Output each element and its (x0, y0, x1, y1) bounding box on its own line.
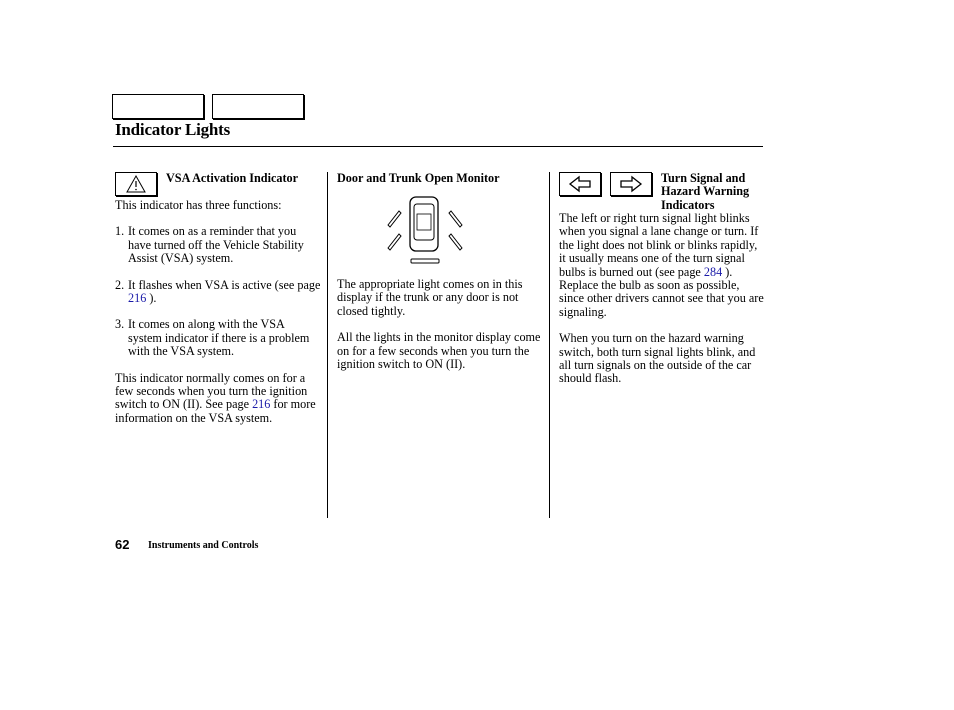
right-arrow-icon (611, 173, 651, 195)
vsa-heading: VSA Activation Indicator (166, 171, 299, 185)
page-link-284[interactable]: 284 (703, 264, 723, 279)
door-monitor-heading: Door and Trunk Open Monitor (337, 171, 500, 185)
door-para-2: All the lights in the monitor display come on for a few seconds when you turn the ignition switch to ON (II). (337, 330, 541, 372)
turn-right-icon-box (610, 172, 652, 196)
vsa-normal-paragraph (115, 372, 321, 426)
heading-line: Hazard Warning (661, 184, 750, 199)
left-arrow-icon (560, 173, 600, 195)
turn-para-2: When you turn on the hazard warning switch, both turn signal lights blink, and all turn signals on the outside of the car should flash. (559, 331, 756, 386)
list-text: It comes on as a reminder that you have turned off the Vehicle Stability Assist (VSA) system. (128, 224, 304, 266)
list-number: 3. (115, 317, 125, 332)
page-number: 62 (115, 537, 130, 552)
header-tab-box-right (212, 94, 304, 119)
warning-icon-box (115, 172, 157, 196)
title-rule (113, 146, 763, 147)
door-para-1: The appropriate light comes on in this display if the trunk or any door is not closed tightly. (337, 277, 523, 318)
heading-line: Indicators (661, 197, 715, 212)
paragraph-text: ). Replace the bulb as soon as possible, since other drivers cannot see that you are signaling. (559, 264, 764, 319)
car-top-view-icon (380, 192, 472, 272)
turn-signal-heading (661, 172, 766, 212)
paragraph-text: This indicator normally comes on for a few seconds when you turn the ignition switch to ON (II). See page (115, 370, 308, 412)
vsa-intro: This indicator has three functions: (115, 198, 282, 212)
page-link-216[interactable]: 216 (252, 397, 271, 412)
list-text: It flashes when VSA is active (see page (128, 277, 321, 292)
list-text: ). (146, 291, 157, 306)
paragraph-text: for more information on the VSA system. (115, 397, 316, 425)
warning-triangle-icon (116, 173, 156, 195)
paragraph-text: The left or right turn signal light blinks when you signal a lane change or turn. If the light does not blink or blinks rapidly, it usually means one of the turn signal bulbs is burned out (see page (559, 211, 759, 279)
list-text: It comes on along with the VSA system indicator if there is a problem with the VSA system. (128, 317, 310, 359)
heading-line: Turn Signal and (661, 171, 746, 185)
page-link-216[interactable]: 216 (128, 291, 147, 306)
column-divider-1 (327, 172, 328, 518)
turn-para-1 (559, 212, 764, 319)
turn-left-icon-box (559, 172, 601, 196)
list-item (115, 279, 321, 306)
list-item (115, 318, 321, 358)
turn-column (559, 212, 764, 386)
vsa-column (115, 199, 321, 425)
column-divider-2 (549, 172, 550, 518)
page-title: Indicator Lights (115, 120, 231, 139)
header-tab-box-left (112, 94, 204, 119)
list-number: 2. (115, 277, 125, 292)
list-item (115, 225, 321, 265)
door-column (337, 278, 542, 371)
section-name: Instruments and Controls (148, 540, 259, 551)
list-number: 1. (115, 224, 125, 239)
